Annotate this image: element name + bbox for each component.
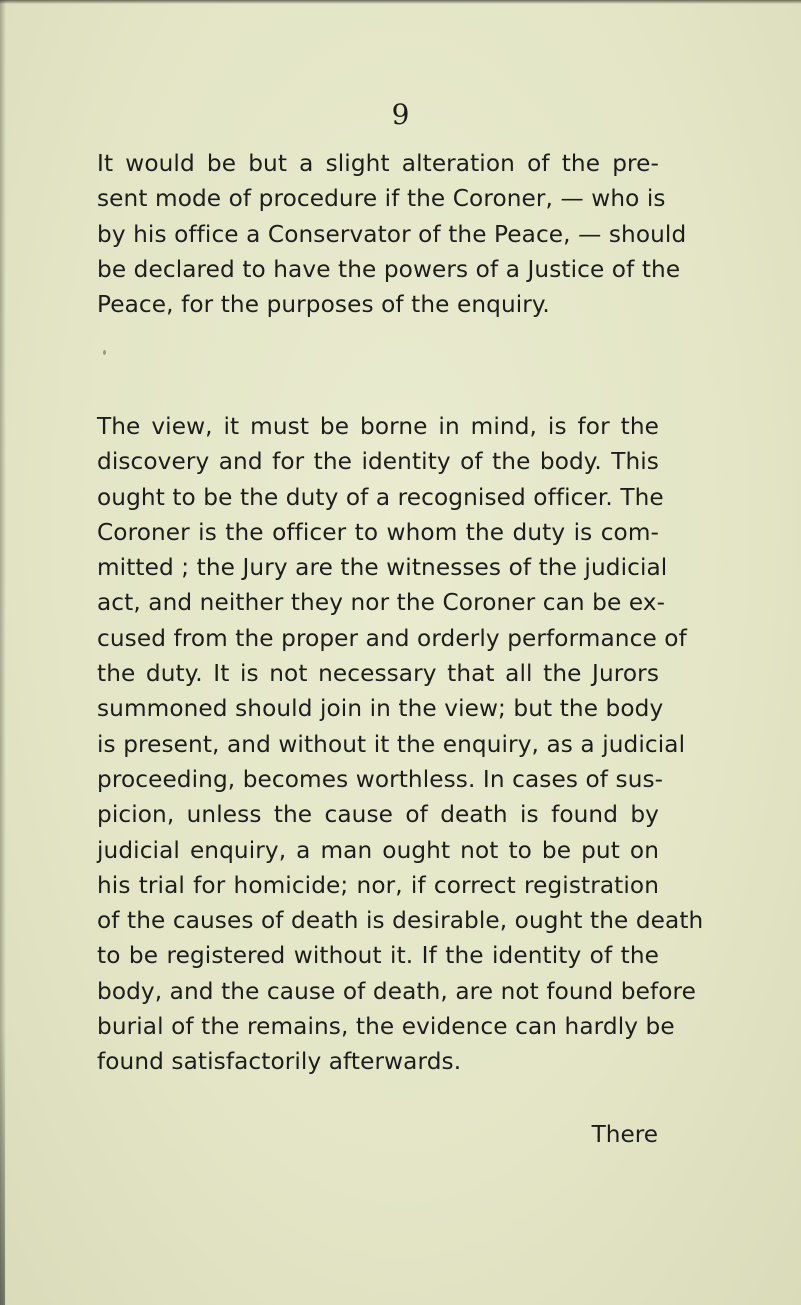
- text-line: Coroner is the officer to whom the duty is com-: [97, 518, 659, 546]
- paper-speck: [103, 350, 106, 355]
- text-line: be declared to have the powers of a Justice of the: [97, 255, 681, 283]
- text-line: summoned should join in the view; but the body: [97, 695, 664, 723]
- text-line: The view, it must be borne in mind, is for the: [97, 413, 659, 440]
- text-line: picion, unless the cause of death is found by: [97, 801, 659, 829]
- text-line: to be registered without it. If the identity of the: [97, 942, 659, 970]
- page-number: 9: [391, 98, 410, 131]
- text-line: is present, and without it the enquiry, as a judicial: [97, 730, 686, 758]
- page-top-edge: [0, 0, 801, 4]
- text-line: by his office a Conservator of the Peace, — should: [97, 220, 687, 248]
- paragraph-2: [97, 409, 704, 1080]
- text-line: ought to be the duty of a recognised officer. The: [97, 483, 664, 511]
- text-line: mitted ; the Jury are the witnesses of the judicial: [97, 554, 668, 582]
- text-line: discovery and for the identity of the body. This: [97, 448, 659, 476]
- text-line: burial of the remains, the evidence can hardly be: [97, 1013, 675, 1041]
- text-line: judicial enquiry, a man ought not to be put on: [97, 836, 659, 864]
- page-binding-shadow: [0, 1030, 5, 1305]
- text-line: Peace, for the purposes of the enquiry.: [97, 291, 550, 319]
- text-line: of the causes of death is desirable, ought the death: [97, 907, 704, 935]
- text-line: sent mode of procedure if the Coroner, — who is: [97, 185, 666, 213]
- text-line: the duty. It is not necessary that all the Jurors: [97, 660, 659, 688]
- text-line: proceeding, becomes worthless. In cases of sus-: [97, 765, 664, 793]
- text-line: cused from the proper and orderly performance of: [97, 624, 687, 652]
- text-line: found satisfactorily afterwards.: [97, 1048, 462, 1076]
- text-line: his trial for homicide; nor, if correct registration: [97, 871, 659, 899]
- paragraph-1: [97, 146, 687, 322]
- text-line: act, and neither they nor the Coroner can be ex-: [97, 589, 666, 617]
- catchword: There: [591, 1121, 658, 1148]
- text-line: body, and the cause of death, are not found before: [97, 977, 696, 1005]
- text-line: It would be but a slight alteration of the pre-: [97, 150, 659, 177]
